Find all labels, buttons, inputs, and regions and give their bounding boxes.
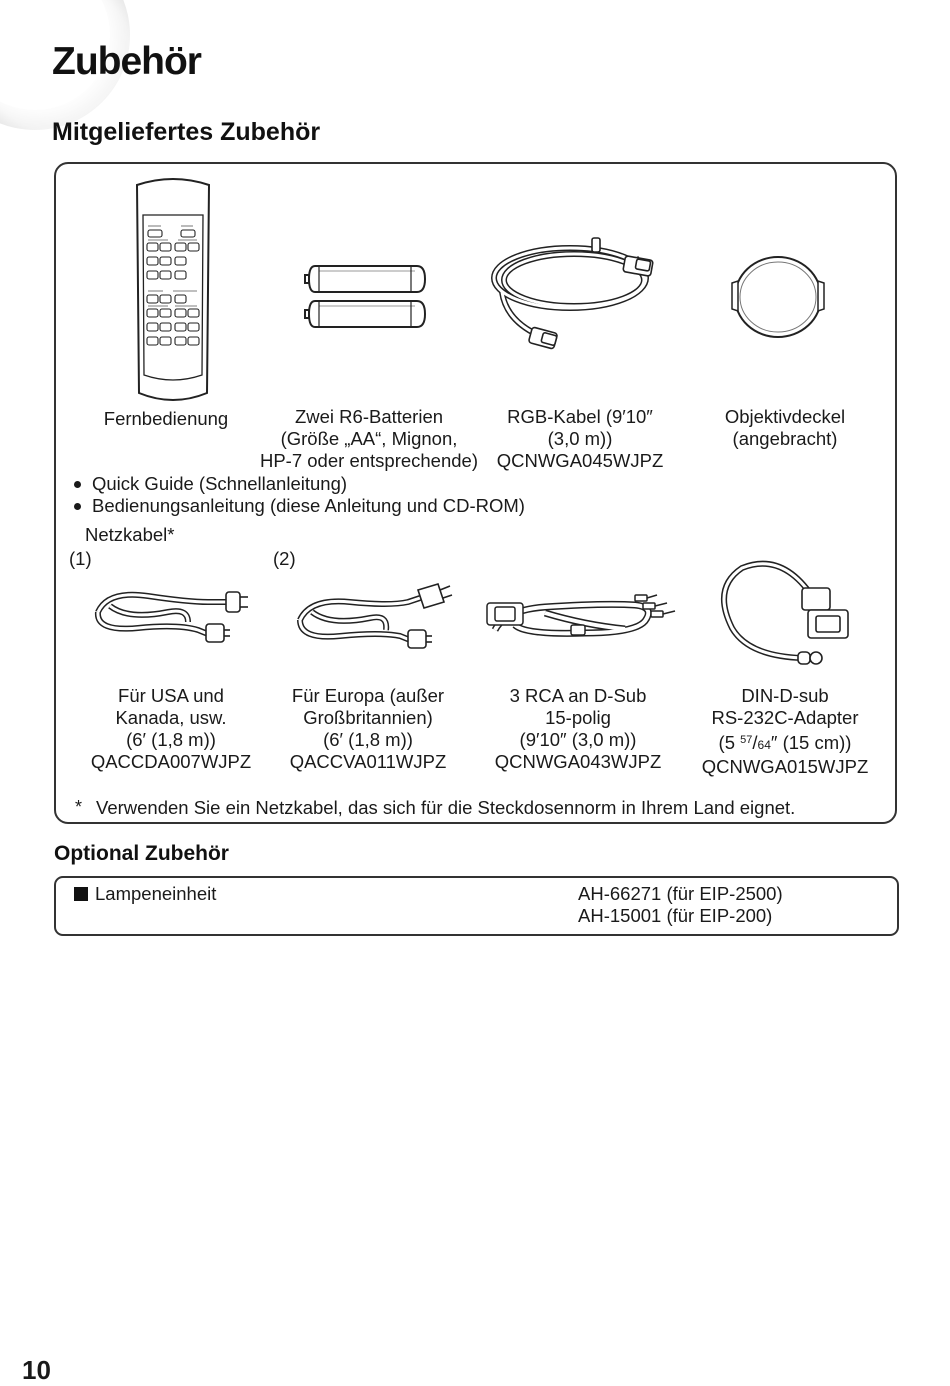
rgb-cable-icon [488, 230, 668, 360]
page-number: 10 [22, 1355, 51, 1385]
rca-cable-line: 15-polig [545, 707, 611, 728]
din-adapter-caption [694, 685, 876, 778]
page-title: Zubehör [52, 40, 201, 83]
din-adapter-line: RS-232C-Adapter [711, 707, 859, 728]
cord-europe-line: Für Europa (außer [291, 685, 445, 706]
remote-control-icon [133, 175, 213, 405]
rgb-cable-line: (3,0 m)) [547, 428, 613, 449]
din-adapter-line: QCNWGA015WJPZ [701, 756, 869, 777]
list-item: Bedienungsanleitung (diese Anleitung und CD-ROM) [72, 495, 525, 517]
cord-europe-caption [278, 685, 458, 773]
rca-cable-caption [490, 685, 666, 773]
list-item: Quick Guide (Schnellanleitung) [72, 473, 525, 495]
rgb-cable-line: QCNWGA045WJPZ [496, 450, 664, 471]
cord-usa-caption [85, 685, 257, 773]
cord-usa-line: Kanada, usw. [115, 707, 227, 728]
din-size-post: ″ (15 cm)) [770, 732, 852, 753]
lens-cap-line: (angebracht) [732, 428, 838, 449]
cord-usa-line: (6′ (1,8 m)) [126, 729, 216, 750]
power-cord-usa-icon [88, 582, 258, 652]
rca-cable-line: (9′10″ (3,0 m)) [519, 729, 637, 750]
footnote-text: Verwenden Sie ein Netzkabel, das sich für die Steckdosennorm in Ihrem Land eignet. [96, 797, 796, 818]
rca-cable-icon [485, 585, 685, 645]
cord-2-marker: (2) [273, 548, 296, 569]
optional-item-label: Lampeneinheit [95, 883, 217, 904]
square-bullet-icon [74, 887, 88, 901]
optional-model-line: AH-15001 (für EIP-200) [578, 905, 773, 926]
rgb-cable-line: RGB-Kabel (9′10″ [507, 406, 653, 427]
din-adapter-size: (5 $^{57}$/64″ (15 cm)) [718, 732, 852, 753]
din-size-numerator: 57 [740, 734, 753, 746]
lens-cap-icon [728, 255, 828, 340]
batteries-caption [247, 406, 491, 472]
rca-cable-line: 3 RCA an D-Sub [509, 685, 647, 706]
din-adapter-icon [712, 558, 862, 670]
power-cord-label: Netzkabel* [85, 524, 175, 545]
optional-model-line: AH-66271 (für EIP-2500) [578, 883, 783, 904]
remote-label: Fernbedienung [103, 408, 229, 429]
cord-1-marker: (1) [69, 548, 92, 569]
batteries-line: (Größe „AA“, Mignon, [280, 428, 458, 449]
optional-title: Optional Zubehör [54, 842, 229, 865]
rca-cable-line: QCNWGA043WJPZ [494, 751, 662, 772]
lens-cap-line: Objektivdeckel [724, 406, 846, 427]
batteries-icon [305, 263, 430, 333]
cord-europe-line: Großbritannien) [303, 707, 433, 728]
cord-europe-line: QACCVA011WJPZ [289, 751, 447, 772]
lens-cap-caption [710, 406, 860, 450]
din-size-denominator: 64 [757, 738, 771, 752]
cord-usa-line: Für USA und [118, 685, 224, 706]
power-cord-europe-icon [290, 578, 455, 656]
remote-caption [96, 408, 236, 430]
cord-usa-line: QACCDA007WJPZ [90, 751, 252, 772]
batteries-line: Zwei R6-Batterien [294, 406, 444, 427]
footnote-marker: * [75, 797, 83, 817]
batteries-line: HP-7 oder entsprechende) [259, 450, 479, 471]
included-documents-list [72, 473, 525, 517]
cord-europe-line: (6′ (1,8 m)) [323, 729, 413, 750]
section-title: Mitgeliefertes Zubehör [52, 118, 321, 146]
rgb-cable-caption [490, 406, 670, 472]
din-size-pre: (5 [718, 732, 741, 753]
din-adapter-line: DIN-D-sub [741, 685, 829, 706]
